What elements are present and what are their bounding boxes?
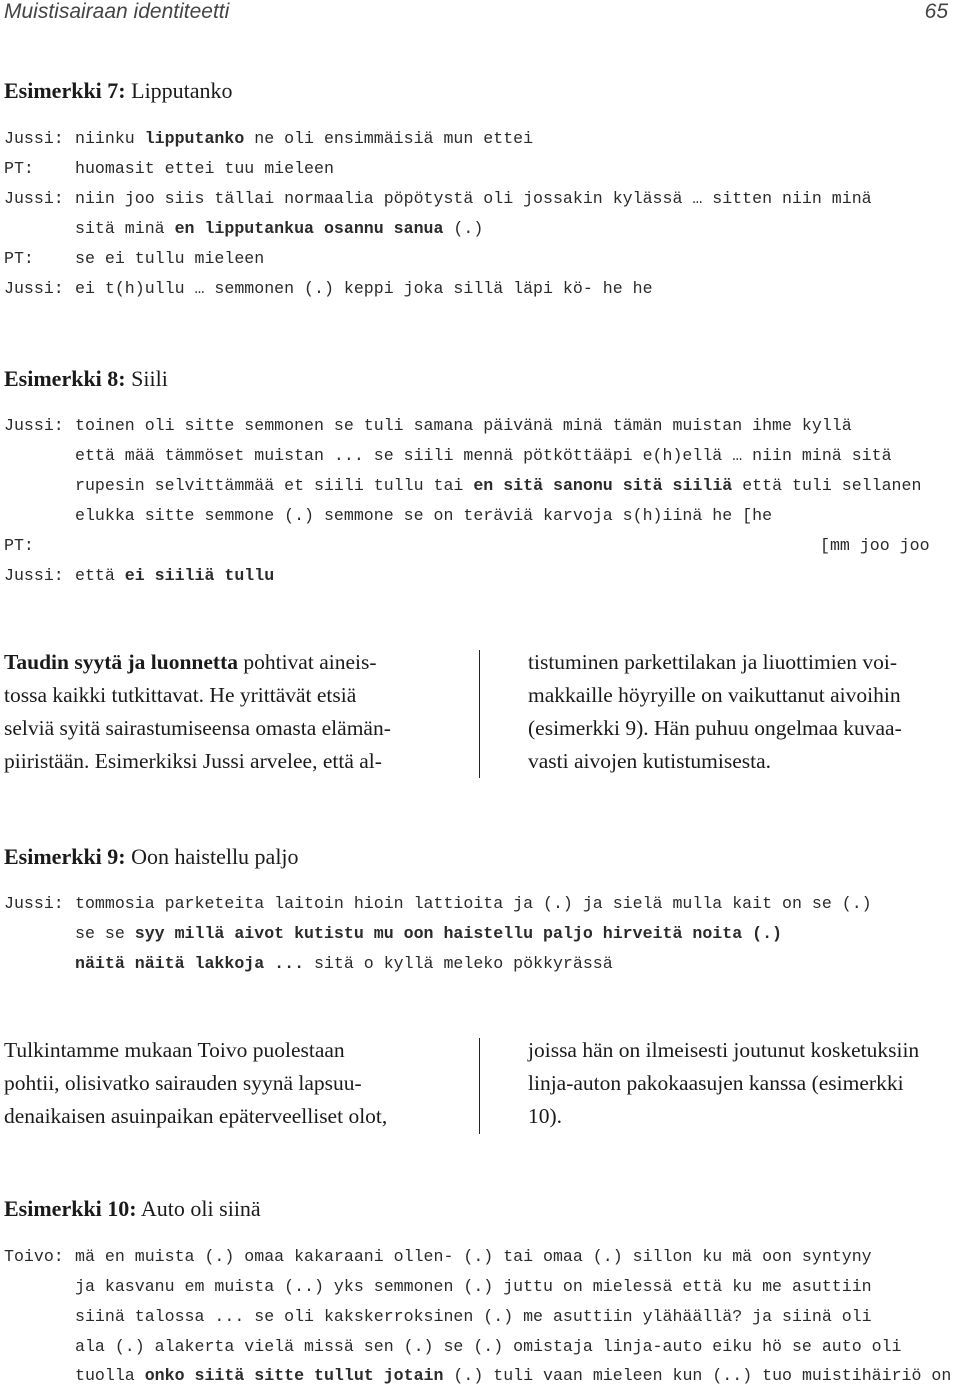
transcript-line: tuolla onko siitä sitte tullut jotain (.) tuli vaan mieleen kun (..) tuo muistihäiriö on <box>75 1366 952 1385</box>
example-10-label: Esimerkki 10: <box>4 1196 137 1221</box>
column-divider <box>479 1038 480 1134</box>
transcript-line: sitä minä en lipputankua osannu sanua (.) <box>75 219 484 238</box>
transcript-line: PT: [mm joo joo <box>4 536 930 555</box>
example-10-heading <box>4 1196 261 1222</box>
running-head <box>4 0 950 26</box>
column-divider <box>479 650 480 778</box>
example-9-label: Esimerkki 9: <box>4 844 126 869</box>
transcript-line: Toivo: mä en muista (.) omaa kakaraani ollen- (.) tai omaa (.) sillon ku mä oon syntyny <box>4 1247 872 1266</box>
transcript-line: että mää tämmöset muistan ... se siili mennä pötköttääpi e(h)ellä … niin minä sitä <box>75 446 892 465</box>
transcript-line: Jussi: ei t(h)ullu … semmonen (.) keppi joka sillä läpi kö- he he <box>4 279 653 298</box>
body-text-right-1: tistuminen parkettilakan ja liuottimien voi- makkaille höyryille on vaikuttanut aivoihin (esimerkki 9). Hän puhuu ongelmaa kuvaa- vasti aivojen kutistumisesta. <box>528 650 902 773</box>
example-8-heading <box>4 366 168 392</box>
example-8-title: Siili <box>131 366 168 391</box>
example-10-title: Auto oli siinä <box>140 1196 261 1221</box>
example-8-label: Esimerkki 8: <box>4 366 126 391</box>
transcript-line: Jussi: niin joo siis tällai normaalia pöpötystä oli jossakin kylässä … sitten niin minä <box>4 189 872 208</box>
example-7-heading <box>4 78 233 104</box>
transcript-line: ja kasvanu em muista (..) yks semmonen (.) juttu on mielessä että ku me asuttiin <box>75 1277 872 1296</box>
body-text-left-1: Taudin syytä ja luonnetta pohtivat aineis- tossa kaikki tutkittavat. He yrittävät etsiä selviä syitä sairastumiseensa omasta elämän- piiristään. Esimerkiksi Jussi arvelee, että al- <box>4 650 391 773</box>
transcript-line: Jussi: että ei siiliä tullu <box>4 566 275 585</box>
transcript-line: rupesin selvittämmää et siili tullu tai en sitä sanonu sitä siiliä että tuli sellanen <box>75 476 922 495</box>
transcript-line: siinä talossa ... se oli kakskerroksinen (.) me asuttiin ylähäällä? ja siinä oli <box>75 1307 872 1326</box>
transcript-line: elukka sitte semmone (.) semmone se on teräviä karvoja s(h)iinä he [he <box>75 506 773 525</box>
body-text-left-2: Tulkintamme mukaan Toivo puolestaan pohtii, olisivatko sairauden syynä lapsuu- denaikaisen asuinpaikan epäterveelliset olot, <box>4 1038 388 1128</box>
transcript-line: Jussi: niinku lipputanko ne oli ensimmäisiä mun ettei <box>4 129 534 148</box>
running-title: Muistisairaan identiteetti <box>4 0 230 23</box>
transcript-line: se se syy millä aivot kutistu mu oon haistellu paljo hirveitä noita (.) <box>75 924 783 943</box>
example-7-label: Esimerkki 7: <box>4 78 126 103</box>
example-9-heading <box>4 844 299 870</box>
body-text-right-2: joissa hän on ilmeisesti joutunut kosketuksiin linja-auton pakokaasujen kanssa (esimerkki 10). <box>528 1038 920 1128</box>
transcript-line: ala (.) alakerta vielä missä sen (.) se (.) omistaja linja-auto eiku hö se auto oli <box>75 1337 902 1356</box>
example-9-title: Oon haistellu paljo <box>131 844 299 869</box>
transcript-line: PT: se ei tullu mieleen <box>4 249 265 268</box>
transcript-line: PT: huomasit ettei tuu mieleen <box>4 159 334 178</box>
page-number: 65 <box>924 0 948 23</box>
example-7-title: Lipputanko <box>131 78 233 103</box>
transcript-line: näitä näitä lakkoja ... sitä o kyllä meleko pökkyrässä <box>75 954 613 973</box>
transcript-line: Jussi: tommosia parketeita laitoin hioin lattioita ja (.) ja sielä mulla kait on se (.) <box>4 894 872 913</box>
transcript-line: Jussi: toinen oli sitte semmonen se tuli samana päivänä minä tämän muistan ihme kyllä <box>4 416 852 435</box>
